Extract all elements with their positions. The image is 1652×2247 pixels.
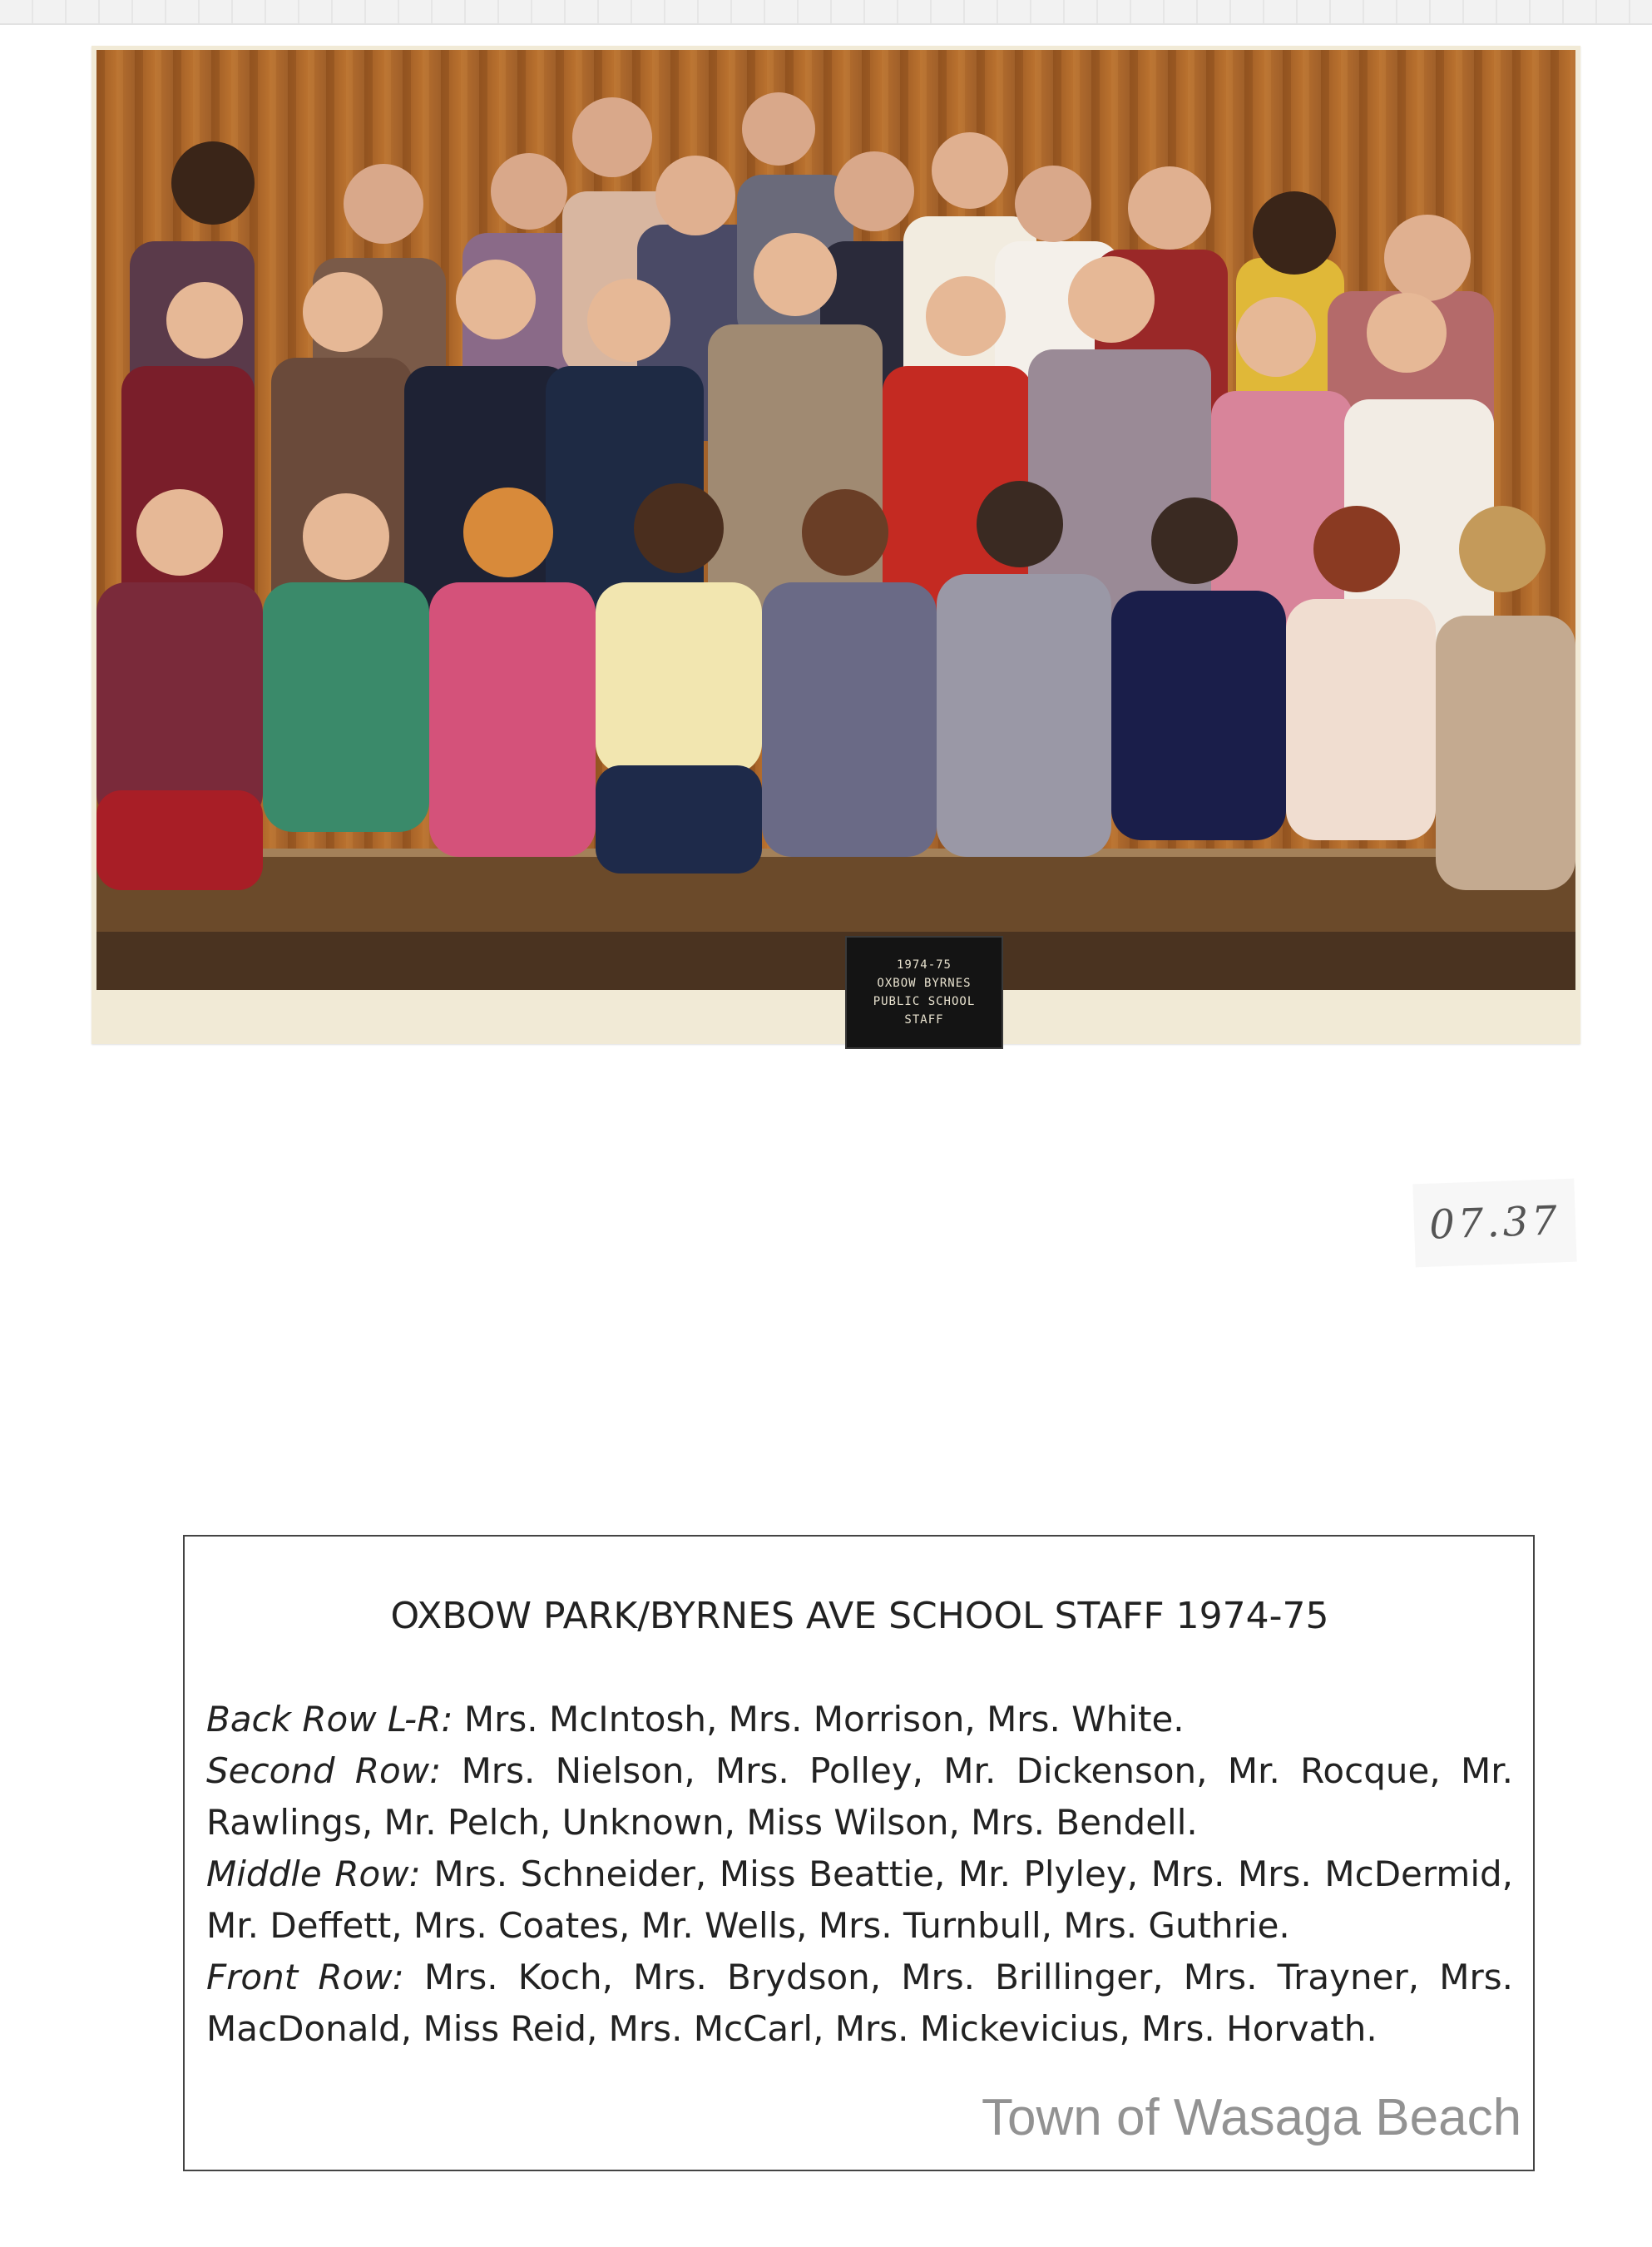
caption-row-back xyxy=(206,1694,1513,1745)
row-names: Mrs. Schneider, Miss Beattie, Mr. Plyley, Mrs. Mrs. McDermid, Mr. Deffett, Mrs. Coates, Mr. Wells, Mrs. Turnbull, Mrs. Guthrie. xyxy=(206,1854,1514,1946)
row-label: Front Row: xyxy=(206,1957,404,1997)
caption-row-second xyxy=(206,1745,1513,1849)
caption-box xyxy=(183,1535,1535,2171)
row-label: Back Row L-R: xyxy=(206,1699,453,1740)
plaque-line: PUBLIC SCHOOL xyxy=(873,995,976,1008)
caption-row-middle xyxy=(206,1849,1513,1952)
plaque-line: OXBOW BYRNES xyxy=(877,977,972,990)
caption-row-front xyxy=(206,1952,1513,2055)
row-label: Middle Row: xyxy=(206,1854,421,1894)
staff-group-photo xyxy=(96,50,1575,1027)
row-names: Mrs. McIntosh, Mrs. Morrison, Mrs. White. xyxy=(463,1699,1185,1740)
watermark: Town of Wasaga Beach xyxy=(982,2089,1522,2146)
plaque-line: STAFF xyxy=(904,1013,944,1027)
photo-plaque xyxy=(845,936,1003,1049)
plaque-line: 1974-75 xyxy=(896,958,952,972)
catalog-number: 07.37 xyxy=(1412,1179,1576,1268)
row-label: Second Row: xyxy=(206,1750,442,1791)
row-names: Mrs. Koch, Mrs. Brydson, Mrs. Brillinger, Mrs. Trayner, Mrs. MacDonald, Miss Reid, Mrs. McCarl, Mrs. Mickevicius, Mrs. Horvath. xyxy=(206,1957,1513,2049)
caption-title: OXBOW PARK/BYRNES AVE SCHOOL STAFF 1974-75 xyxy=(390,1595,1329,1637)
row-names: Mrs. Nielson, Mrs. Polley, Mr. Dickenson, Mr. Rocque, Mr. Rawlings, Mr. Pelch, Unknown, Miss Wilson, Mrs. Bendell. xyxy=(206,1750,1513,1843)
page-top-edge xyxy=(0,0,1652,25)
